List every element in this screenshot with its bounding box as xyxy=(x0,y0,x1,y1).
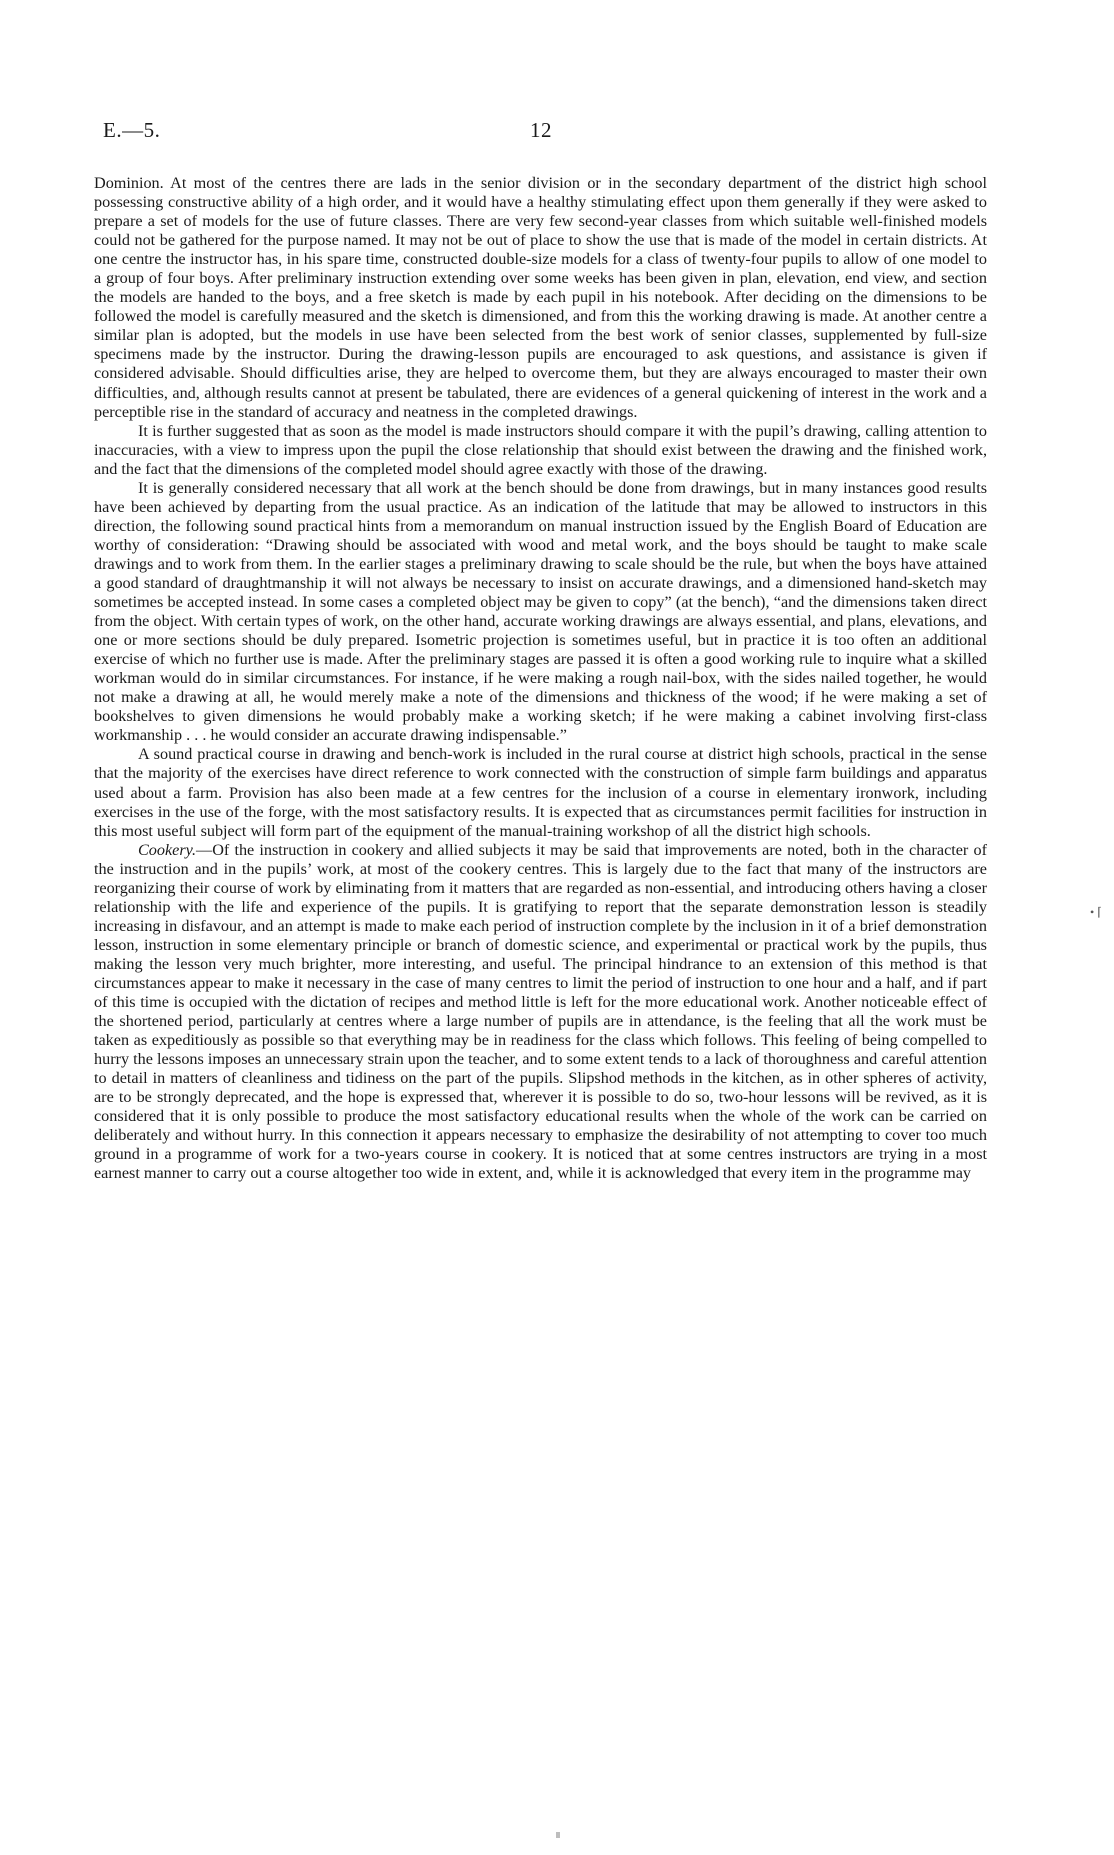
bottom-mark xyxy=(556,1832,560,1838)
page-header xyxy=(103,118,573,148)
body-text xyxy=(94,174,987,1183)
paragraph-text: It is further suggested that as soon as the model is made instructors should compare it with the pupil’s drawing, calling attention to inaccuracies, with a view to impress upon the pupil the close relationship that should exist between the drawing and the finished work, and the fact that the dimensions of the completed model should agree exactly with those of the drawing. xyxy=(94,421,987,478)
margin-mark: • ⌈ xyxy=(1090,905,1102,919)
paragraph-bench-drawings xyxy=(94,479,987,746)
section-heading-cookery: Cookery. xyxy=(138,840,196,859)
paragraph-cookery xyxy=(94,841,987,1184)
paragraph-dominion xyxy=(94,174,987,422)
paragraph-text: It is generally considered necessary that all work at the bench should be done from drawings, but in many instances good results have been achieved by departing from the usual practice. As an indication of the latitude that may be allowed to instructors in this direction, the following sound practical hints from a memorandum on manual instruction issued by the English Board of Education are worthy of consideration: “Drawing should be associated with wood and metal work, and the boys should be taught to make scale drawings and to work from them. In the earlier stages a preliminary drawing to scale should be the rule, but when the boys have attained a good standard of draughtmanship it will not always be necessary to insist on accurate drawings, and a dimensioned hand-sketch may sometimes be accepted instead. In some cases a completed object may be given to copy” (at the bench), “and the dimensions taken direct from the object. With certain types of work, on the other hand, accurate working drawings are always essential, and plans, elevations, and one or more sections should be duly prepared. Isometric projection is sometimes useful, but in practice it is too often an additional exercise of which no further use is made. After the preliminary stages are passed it is often a good working rule to inquire what a skilled workman would do in similar circumstances. For instance, if he were making a rough nail-box, with the sides nailed together, he would not make a drawing at all, he would merely make a note of the dimensions and thickness of the wood; if he were making a set of bookshelves to given dimensions he would probably make a working sketch; if he were making a cabinet involving first-class workmanship . . . he would consider an accurate drawing indispensable.” xyxy=(94,478,987,745)
paragraph-text: A sound practical course in drawing and bench-work is included in the rural course at district high schools, practical in the sense that the majority of the exercises have direct reference to work connected with the construction of simple farm buildings and apparatus used about a farm. Provision has also been made at a few centres for the inclusion of a course in elementary ironwork, including exercises in the use of the forge, with the most satisfactory results. It is expected that as circumstances permit facilities for instruction in this most useful subject will form part of the equipment of the manual-training workshop of all the district high schools. xyxy=(94,745,987,840)
paragraph-compare-drawing xyxy=(94,422,987,479)
page-number: 12 xyxy=(530,118,552,142)
paragraph-text: —Of the instruction in cookery and allied subjects it may be said that improvements are noted, both in the character of the instruction and in the pupils’ work, at most of the cookery centres. This is largely due to the fact that many of the instructors are reorganizing their course of work by eliminating from it matters that are regarded as non-essential, and introducing others having a closer relationship with the life and experience of the pupils. It is gratifying to report that the separate demonstration lesson is steadily increasing in disfavour, and an attempt is made to make each period of instruction complete by the inclusion in it of a brief demonstration lesson, instruction in some elementary principle or branch of domestic science, and experimental or practical work by the pupils, thus making the lesson very much brighter, more interesting, and useful. The principal hindrance to an extension of this method is that circumstances appear to make it necessary in the case of many centres to limit the period of instruction to one hour and a half, and if part of this time is occupied with the dictation of recipes and method little is left for the more educational work. Another noticeable effect of the shortened period, particularly at centres where a large number of pupils are in attendance, is the feeling that all the work must be taken as expeditiously as possible so that everything may be in readiness for the class which follows. This feeling of being compelled to hurry the lessons imposes an unnecessary strain upon the teacher, and to some extent tends to a lack of thoroughness and careful attention to detail in matters of cleanliness and tidiness on the part of the pupils. Slipshod methods in the kitchen, as in other spheres of activity, are to be strongly deprecated, and the hope is expressed that, wherever it is possible to do so, two-hour lessons will be revived, as it is considered that it is only possible to produce the most satisfactory educational results when the whole of the work can be carried on deliberately and without hurry. In this connection it appears necessary to emphasize the desirability of not attempting to cover too much ground in a programme of work for a two-years course in cookery. It is noticed that at some centres instructors are trying in a most earnest manner to carry out a course altogether too wide in extent, and, while it is acknowledged that every item in the programme may xyxy=(94,840,987,1183)
paragraph-rural-course xyxy=(94,745,987,840)
document-reference: E.—5. xyxy=(103,118,161,142)
paragraph-text: Dominion. At most of the centres there are lads in the senior division or in the secondary department of the district high school possessing constructive ability of a high order, and it would have a healthy stimulating effect upon them generally if they were asked to prepare a set of models for the use of future classes. There are very few second-year classes from which suitable well-finished models could not be gathered for the purpose named. It may not be out of place to show the use that is made of the model in certain districts. At one centre the instructor has, in his spare time, constructed double-size models for a class of twenty-four pupils to allow of one model to a group of four boys. After preliminary instruction extending over some weeks has been given in plan, elevation, end view, and section the models are handed to the boys, and a free sketch is made by each pupil in his notebook. After deciding on the dimensions to be followed the model is carefully measured and the sketch is dimensioned, and from this the working drawing is made. At another centre a similar plan is adopted, but the models in use have been selected from the best work of senior classes, supplemented by full-size specimens made by the instructor. During the drawing-lesson pupils are encouraged to ask questions, and assistance is given if considered advisable. Should difficulties arise, they are helped to overcome them, but they are always encouraged to master their own difficulties, and, although results cannot at present be tabulated, there are evidences of a general quickening of interest in the work and a perceptible rise in the standard of accuracy and neatness in the completed drawings. xyxy=(94,174,987,421)
